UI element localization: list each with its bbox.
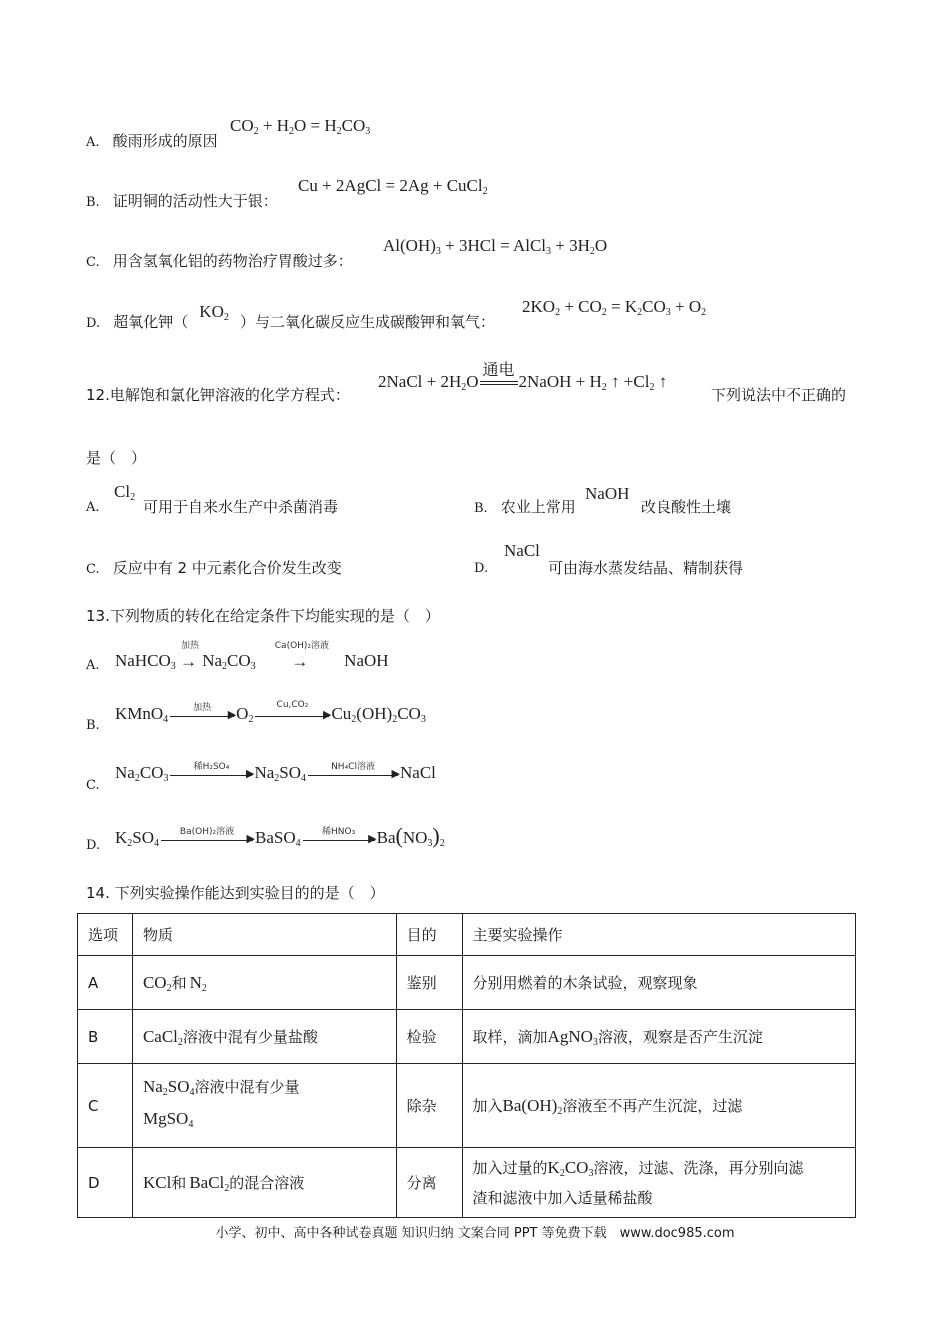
operation-text: 溶液，观察是否产生沉淀 xyxy=(597,1027,763,1046)
substance-cell: $Na_2SO_4$溶液中混有少量 MgSO$_4$ xyxy=(132,1064,396,1148)
option-text: 可由海水蒸发结晶、精制获得 xyxy=(548,559,744,577)
q11-a-equation: $CO_2 + H_2O = H_2CO_3$ xyxy=(230,116,371,137)
naoh-formula: NaOH xyxy=(585,484,630,503)
q11-option-a xyxy=(86,130,218,151)
q13-option-b xyxy=(86,714,100,733)
condition-label: Ba(OH)₂溶液 xyxy=(179,826,235,837)
condition-label: NH₄Cl溶液 xyxy=(331,761,375,772)
table-row xyxy=(78,956,856,1010)
option-label: C. xyxy=(86,255,100,270)
q14-stem: 14. 下列实验操作能达到实验目的的是（ ） xyxy=(86,884,385,902)
option-text: 农业上常用 xyxy=(500,498,576,516)
q11-c-equation: $Al(OH)_3 + 3HCl$ = AlCl$_3$ + $3H_2O$ xyxy=(383,236,608,257)
option-cell: D xyxy=(78,1148,133,1218)
experiment-table xyxy=(77,913,856,1218)
operation-text: 加入 xyxy=(472,1096,503,1115)
condition-label: Ca(OH)₂溶液 xyxy=(274,641,330,652)
option-cell: A xyxy=(78,956,133,1010)
ko2-formula: $KO_2$ xyxy=(199,302,229,323)
option-label: B. xyxy=(474,501,488,516)
option-text: 可用于自来水生产中杀菌消毒 xyxy=(143,498,339,516)
operation-text: 溶液，过滤、洗涤，再分别向滤 xyxy=(593,1158,804,1177)
q13-a-chain: NaHCO$_3$ 加热 → $Na_2CO_3$ Ca(OH)₂溶液 → NaOH xyxy=(115,651,389,672)
substance-text: 和 xyxy=(171,1173,187,1192)
q12-equation: 2NaCl + $2H_2O$ 通电 2NaOH + $H_2$ ↑ $+Cl_2$ ↑ xyxy=(378,372,667,393)
q12-option-c xyxy=(86,557,342,578)
table-row xyxy=(78,1010,856,1064)
q11-option-c xyxy=(86,250,353,271)
substance-cell: $CO_2$和 $N_2$ xyxy=(132,956,396,1010)
option-label: B. xyxy=(86,195,100,210)
operation-text: 加入过量的 xyxy=(472,1158,548,1177)
option-text: 改良酸性土壤 xyxy=(641,498,732,516)
option-text: 酸雨形成的原因 xyxy=(112,132,218,150)
option-text: 用含氢氧化铝的药物治疗胃酸过多： xyxy=(112,252,353,270)
q11-b-equation: Cu + 2AgCl = 2Ag + CuCl$_2$ xyxy=(298,176,488,197)
substance-text: 的混合溶液 xyxy=(229,1173,305,1192)
option-text: 证明铜的活动性大于银： xyxy=(112,192,278,210)
option-label: B. xyxy=(86,718,100,733)
q12-stem-tail: 下列说法中不正确的 xyxy=(711,386,847,404)
q12-option-d xyxy=(474,557,488,576)
nacl-formula: NaCl xyxy=(504,541,540,560)
condition-label: 稀H₂SO₄ xyxy=(193,761,230,772)
table-row xyxy=(78,1148,856,1218)
option-text: ）与二氧化碳反应生成碳酸钾和氧气： xyxy=(239,313,495,331)
substance-cell: KCl和 BaCl$_2$的混合溶液 xyxy=(132,1148,396,1218)
q13-stem: 13.下列物质的转化在给定条件下均能实现的是（ ） xyxy=(86,607,440,625)
condition-label: 加热 xyxy=(193,702,212,713)
q13-option-c xyxy=(86,774,100,793)
purpose-cell: 鉴别 xyxy=(396,956,462,1010)
substance-text: 溶液中混有少量 xyxy=(194,1077,300,1096)
header-cell: 主要实验操作 xyxy=(462,914,855,956)
option-label: D. xyxy=(86,316,101,331)
purpose-cell: 检验 xyxy=(396,1010,462,1064)
condition-label: Cu,CO₂ xyxy=(276,699,309,710)
purpose-cell: 分离 xyxy=(396,1148,462,1218)
option-text: 超氧化钾（ xyxy=(113,313,189,331)
option-label: C. xyxy=(86,778,100,793)
header-cell: 目的 xyxy=(396,914,462,956)
q12-condition: 通电 xyxy=(482,360,515,380)
q12-stem: 12.电解饱和氯化钾溶液的化学方程式： xyxy=(86,386,350,404)
option-label: A. xyxy=(86,135,100,150)
q13-d-chain: $K_2SO_4$ Ba(OH)₂溶液 ▶ BaSO$_4$ 稀HNO₃ ▶ $Ba(NO_3)_2$ xyxy=(115,823,445,849)
operation-cell: 加入过量的$K_2CO_3$溶液，过滤、洗涤，再分别向滤 渣和滤液中加入适量稀盐酸 xyxy=(462,1148,855,1218)
operation-text: 渣和滤液中加入适量稀盐酸 xyxy=(472,1188,653,1207)
cl2-formula: $Cl_2$ xyxy=(114,482,136,503)
substance-text: 溶液中混有少量盐酸 xyxy=(182,1027,318,1046)
substance-cell: CaCl$_2$溶液中混有少量盐酸 xyxy=(132,1010,396,1064)
q12-option-a xyxy=(86,496,100,515)
page-footer: 小学、初中、高中各种试卷真题 知识归纳 文案合同 PPT 等免费下载 www.doc985.com xyxy=(215,1226,735,1241)
operation-cell: 分别用燃着的木条试验，观察现象 xyxy=(462,956,855,1010)
option-label: D. xyxy=(86,838,101,853)
operation-text: 取样，滴加 xyxy=(472,1027,548,1046)
option-cell: C xyxy=(78,1064,133,1148)
q13-option-d xyxy=(86,834,100,853)
operation-text: 溶液至不再产生沉淀，过滤 xyxy=(562,1096,743,1115)
operation-cell: 加入$Ba(OH)_2$溶液至不再产生沉淀，过滤 xyxy=(462,1064,855,1148)
q12-option-b xyxy=(474,496,576,517)
substance-text: 和 xyxy=(171,973,187,992)
option-label: A. xyxy=(86,658,100,673)
q11-option-b xyxy=(86,190,278,211)
table-header-row xyxy=(78,914,856,956)
operation-cell: 取样，滴加AgNO$_3$溶液，观察是否产生沉淀 xyxy=(462,1010,855,1064)
q13-option-a xyxy=(86,654,100,673)
table-row xyxy=(78,1064,856,1148)
condition-label: 稀HNO₃ xyxy=(322,826,356,837)
purpose-cell: 除杂 xyxy=(396,1064,462,1148)
header-cell: 物质 xyxy=(132,914,396,956)
q13-c-chain: $Na_2CO_3$ 稀H₂SO₄ ▶ $Na_2SO_4$ NH₄Cl溶液 ▶ NaCl xyxy=(115,763,436,784)
option-cell: B xyxy=(78,1010,133,1064)
q13-b-chain: KMnO$_4$ 加热 ▶ $O_2$ Cu,CO₂ ▶ $Cu_2(OH)_2CO_3$ xyxy=(115,699,426,725)
option-label: D. xyxy=(474,561,489,576)
option-label: A. xyxy=(86,500,100,515)
header-cell: 选项 xyxy=(78,914,133,956)
q12-stem-line2: 是（ ） xyxy=(86,449,147,467)
option-text: 反应中有 2 中元素化合价发生改变 xyxy=(112,559,342,577)
option-label: C. xyxy=(86,562,100,577)
condition-label: 加热 xyxy=(180,641,199,652)
q11-d-equation: $2KO_2 + CO_2 = K_2CO_3 + O_2$ xyxy=(522,297,707,318)
q11-option-d xyxy=(86,302,495,333)
